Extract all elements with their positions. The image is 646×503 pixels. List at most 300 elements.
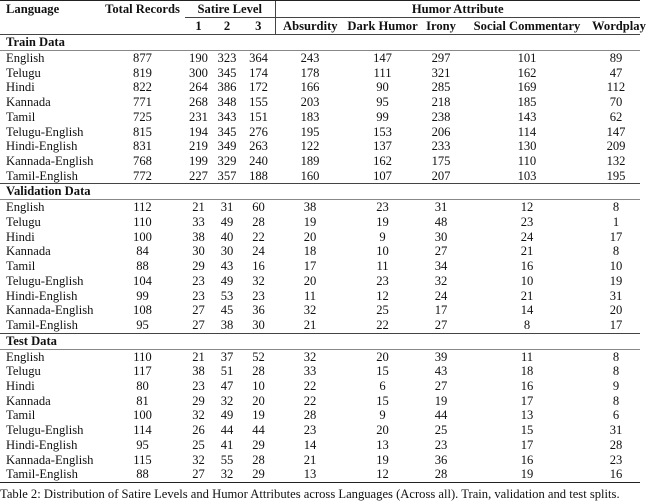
cell-dark-humor: 162 xyxy=(373,153,392,168)
section-title: Validation Data xyxy=(0,184,640,200)
cell-wordplay: 8 xyxy=(612,244,620,259)
cell-irony: 44 xyxy=(434,408,448,423)
table-row xyxy=(0,139,640,154)
cell-absurdity: 32 xyxy=(303,303,317,318)
cell-dark-humor: 12 xyxy=(376,288,389,303)
cell-wordplay: 31 xyxy=(609,423,623,438)
cell-wordplay: 132 xyxy=(606,153,626,168)
cell-satire-2: 32 xyxy=(220,393,234,408)
cell-wordplay: 6 xyxy=(612,408,620,423)
cell-wordplay: 209 xyxy=(606,139,626,154)
cell-total-records: 104 xyxy=(133,273,152,288)
cell-irony: 36 xyxy=(434,452,448,467)
header-satire-3: 3 xyxy=(242,18,275,35)
cell-irony: 206 xyxy=(431,124,451,139)
table-row xyxy=(0,349,640,364)
cell-satire-3: 32 xyxy=(252,273,265,288)
cell-total-records: 831 xyxy=(133,139,152,154)
cell-total-records: 100 xyxy=(133,229,152,244)
cell-language: Kannada xyxy=(6,244,51,259)
cell-irony: 23 xyxy=(434,437,448,452)
table-row xyxy=(0,274,640,289)
cell-language: Hindi xyxy=(6,80,35,95)
table-row xyxy=(0,125,640,140)
cell-irony: 238 xyxy=(431,109,451,124)
cell-language: Hindi-English xyxy=(6,139,78,154)
cell-absurdity: 18 xyxy=(303,244,317,259)
header-humor-attribute: Humor Attribute xyxy=(275,1,640,18)
cell-total-records: 88 xyxy=(100,467,185,482)
cell-satire-2: 343 xyxy=(217,109,237,124)
cell-language: English xyxy=(6,51,45,65)
cell-total-records: 768 xyxy=(133,153,152,168)
section-header-row xyxy=(0,333,640,349)
table-row xyxy=(0,244,640,259)
cell-satire-1: 219 xyxy=(189,139,208,154)
cell-wordplay: 8 xyxy=(612,200,620,215)
cell-satire-2: 49 xyxy=(220,273,234,288)
table-row xyxy=(0,379,640,394)
cell-satire-1: 199 xyxy=(189,153,208,168)
cell-satire-2: 45 xyxy=(220,303,234,318)
section-title: Test Data xyxy=(0,333,640,349)
cell-language: Kannada-English xyxy=(6,303,94,318)
cell-satire-3: 29 xyxy=(242,467,275,482)
cell-wordplay: 70 xyxy=(609,95,623,110)
cell-absurdity: 203 xyxy=(300,95,320,110)
cell-satire-2: 49 xyxy=(220,215,234,230)
cell-total-records: 100 xyxy=(133,408,152,423)
cell-absurdity: 21 xyxy=(303,317,317,332)
cell-language: Tamil-English xyxy=(6,168,78,183)
cell-satire-2: 349 xyxy=(217,139,237,154)
cell-irony: 25 xyxy=(434,423,448,438)
cell-language: Hindi-English xyxy=(6,437,78,452)
cell-satire-2: 55 xyxy=(220,452,234,467)
cell-irony: 24 xyxy=(434,288,448,303)
cell-total-records: 81 xyxy=(136,393,149,408)
cell-irony: 297 xyxy=(431,51,451,65)
cell-satire-1: 23 xyxy=(192,288,205,303)
cell-irony: 39 xyxy=(434,349,448,364)
cell-wordplay: 17 xyxy=(609,229,623,244)
cell-satire-1: 29 xyxy=(192,259,205,274)
cell-satire-3: 10 xyxy=(252,379,265,394)
cell-social-commentary: 13 xyxy=(520,408,534,423)
cell-language: English xyxy=(6,349,45,364)
cell-satire-2: 386 xyxy=(217,80,237,95)
cell-total-records: 115 xyxy=(133,452,152,467)
cell-satire-1: 30 xyxy=(192,244,205,259)
table-row xyxy=(0,259,640,274)
cell-social-commentary: 11 xyxy=(520,349,534,364)
cell-satire-1: 227 xyxy=(189,168,208,183)
cell-satire-3: 263 xyxy=(249,139,268,154)
cell-satire-2: 345 xyxy=(217,124,237,139)
cell-dark-humor: 137 xyxy=(373,139,392,154)
cell-social-commentary: 12 xyxy=(520,200,534,215)
cell-satire-3: 30 xyxy=(252,317,265,332)
cell-satire-3: 52 xyxy=(252,349,265,364)
cell-social-commentary: 16 xyxy=(520,452,534,467)
cell-total-records: 725 xyxy=(133,109,152,124)
cell-social-commentary: 130 xyxy=(517,139,537,154)
cell-social-commentary: 169 xyxy=(517,80,537,95)
cell-satire-3: 28 xyxy=(252,452,265,467)
header-irony: Irony xyxy=(420,18,462,35)
cell-satire-2: 31 xyxy=(220,200,234,215)
cell-wordplay: 16 xyxy=(592,467,640,482)
cell-social-commentary: 143 xyxy=(517,109,537,124)
cell-satire-3: 29 xyxy=(252,437,265,452)
cell-satire-1: 29 xyxy=(192,393,205,408)
cell-wordplay: 9 xyxy=(612,379,620,394)
cell-dark-humor: 6 xyxy=(379,379,386,394)
cell-satire-1: 25 xyxy=(192,437,205,452)
cell-total-records: 80 xyxy=(136,379,149,394)
cell-satire-3: 276 xyxy=(249,124,268,139)
cell-satire-1: 23 xyxy=(192,273,205,288)
cell-absurdity: 33 xyxy=(303,364,317,379)
cell-absurdity: 19 xyxy=(303,215,317,230)
cell-wordplay: 89 xyxy=(609,51,623,65)
cell-dark-humor: 90 xyxy=(376,80,389,95)
cell-satire-2: 49 xyxy=(220,408,234,423)
cell-satire-2: 30 xyxy=(220,244,234,259)
cell-total-records: 772 xyxy=(133,168,152,183)
cell-satire-3: 60 xyxy=(252,200,265,215)
cell-social-commentary: 114 xyxy=(517,124,537,139)
cell-wordplay: 8 xyxy=(612,349,620,364)
table-caption: Table 2: Distribution of Satire Levels and Humor Attributes across Languages (Across all). Train, validation and test splits. xyxy=(0,487,620,501)
cell-satire-2: 44 xyxy=(220,423,234,438)
cell-satire-2: 357 xyxy=(217,168,237,183)
header-absurdity: Absurdity xyxy=(275,18,345,35)
table-row xyxy=(0,438,640,453)
cell-satire-1: 33 xyxy=(192,215,205,230)
cell-total-records: 110 xyxy=(133,349,152,364)
cell-satire-2: 53 xyxy=(220,288,234,303)
cell-absurdity: 22 xyxy=(303,379,317,394)
cell-satire-3: 151 xyxy=(249,109,268,124)
header-wordplay: Wordplay xyxy=(592,18,646,33)
cell-satire-2: 323 xyxy=(217,51,237,65)
cell-total-records: 95 xyxy=(136,317,149,332)
cell-social-commentary: 110 xyxy=(517,153,537,168)
cell-satire-1: 231 xyxy=(189,109,208,124)
cell-dark-humor: 147 xyxy=(373,51,392,65)
cell-total-records: 822 xyxy=(133,80,152,95)
cell-language: Tamil-English xyxy=(0,467,100,482)
cell-social-commentary: 19 xyxy=(462,467,592,482)
table-row xyxy=(0,408,640,423)
cell-satire-1: 23 xyxy=(192,379,205,394)
cell-dark-humor: 9 xyxy=(379,229,386,244)
section-title: Train Data xyxy=(0,35,640,51)
table-row xyxy=(0,66,640,81)
cell-absurdity: 22 xyxy=(303,393,317,408)
cell-language: Kannada xyxy=(6,95,51,110)
cell-total-records: 95 xyxy=(136,437,149,452)
cell-dark-humor: 19 xyxy=(376,215,389,230)
cell-dark-humor: 22 xyxy=(376,317,389,332)
cell-irony: 19 xyxy=(434,393,448,408)
table-body xyxy=(0,35,640,483)
cell-irony: 30 xyxy=(434,229,448,244)
cell-language: Tamil xyxy=(6,109,36,124)
cell-language: Kannada xyxy=(6,393,51,408)
cell-irony: 17 xyxy=(434,303,448,318)
header-social-commentary: Social Commentary xyxy=(462,18,592,35)
cell-dark-humor: 111 xyxy=(373,65,392,80)
cell-satire-1: 190 xyxy=(189,51,208,65)
table-row xyxy=(0,110,640,125)
cell-satire-3: 188 xyxy=(249,168,268,183)
header-dark-humor: Dark Humor xyxy=(345,18,420,35)
cell-absurdity: 20 xyxy=(303,273,317,288)
cell-language: Hindi-English xyxy=(6,288,78,303)
cell-language: Tamil xyxy=(6,259,36,274)
cell-satire-2: 329 xyxy=(217,153,237,168)
cell-wordplay: 47 xyxy=(609,65,623,80)
header-satire-1: 1 xyxy=(185,18,212,35)
cell-absurdity: 183 xyxy=(300,109,320,124)
cell-dark-humor: 20 xyxy=(376,349,389,364)
cell-dark-humor: 25 xyxy=(376,303,389,318)
cell-irony: 43 xyxy=(434,364,448,379)
cell-satire-1: 194 xyxy=(189,124,208,139)
cell-irony: 31 xyxy=(434,200,448,215)
table-row xyxy=(0,215,640,230)
table-row xyxy=(0,318,640,333)
cell-social-commentary: 10 xyxy=(520,273,534,288)
cell-irony: 32 xyxy=(434,273,448,288)
cell-irony: 28 xyxy=(420,467,462,482)
table-row xyxy=(0,303,640,318)
cell-dark-humor: 20 xyxy=(376,423,389,438)
cell-satire-1: 32 xyxy=(192,452,205,467)
table-row xyxy=(0,364,640,379)
cell-satire-3: 364 xyxy=(249,51,268,65)
cell-absurdity: 11 xyxy=(303,288,317,303)
cell-irony: 34 xyxy=(434,259,448,274)
cell-satire-1: 38 xyxy=(192,229,205,244)
header-language: Language xyxy=(0,1,100,18)
cell-wordplay: 10 xyxy=(609,259,623,274)
cell-language: Kannada-English xyxy=(6,452,94,467)
cell-language: English xyxy=(6,200,45,215)
cell-absurdity: 13 xyxy=(275,467,345,482)
cell-total-records: 99 xyxy=(136,288,149,303)
cell-total-records: 819 xyxy=(133,65,152,80)
section-header-row xyxy=(0,184,640,200)
cell-satire-1: 26 xyxy=(192,423,205,438)
table-row xyxy=(0,289,640,304)
table-row xyxy=(0,467,640,482)
cell-satire-2: 43 xyxy=(220,259,234,274)
cell-absurdity: 17 xyxy=(303,259,317,274)
cell-satire-3: 28 xyxy=(252,215,265,230)
table-row xyxy=(0,154,640,169)
cell-absurdity: 166 xyxy=(300,80,320,95)
cell-social-commentary: 17 xyxy=(520,393,534,408)
cell-satire-3: 16 xyxy=(252,259,265,274)
table-row xyxy=(0,394,640,409)
cell-satire-3: 36 xyxy=(252,303,265,318)
cell-social-commentary: 23 xyxy=(520,215,534,230)
cell-satire-3: 24 xyxy=(252,244,265,259)
cell-social-commentary: 21 xyxy=(520,244,534,259)
cell-satire-3: 172 xyxy=(249,80,268,95)
cell-irony: 27 xyxy=(434,379,448,394)
cell-satire-3: 23 xyxy=(252,288,265,303)
cell-social-commentary: 185 xyxy=(517,95,537,110)
table-row xyxy=(0,230,640,245)
cell-wordplay: 1 xyxy=(612,215,620,230)
cell-absurdity: 28 xyxy=(303,408,317,423)
cell-wordplay: 112 xyxy=(606,80,626,95)
cell-total-records: 108 xyxy=(133,303,152,318)
cell-total-records: 771 xyxy=(133,95,152,110)
cell-wordplay: 31 xyxy=(609,288,623,303)
cell-satire-2: 32 xyxy=(212,467,242,482)
cell-dark-humor: 95 xyxy=(376,95,389,110)
cell-language: Telugu-English xyxy=(6,423,84,438)
cell-wordplay: 20 xyxy=(609,303,623,318)
cell-total-records: 877 xyxy=(133,51,152,65)
cell-satire-1: 21 xyxy=(192,349,205,364)
cell-satire-2: 348 xyxy=(217,95,237,110)
cell-satire-2: 41 xyxy=(220,437,234,452)
section-header-row xyxy=(0,35,640,51)
cell-dark-humor: 10 xyxy=(376,244,389,259)
cell-total-records: 84 xyxy=(136,244,149,259)
cell-satire-1: 32 xyxy=(192,408,205,423)
cell-social-commentary: 103 xyxy=(517,168,537,183)
cell-dark-humor: 15 xyxy=(376,364,389,379)
cell-dark-humor: 12 xyxy=(345,467,420,482)
cell-social-commentary: 101 xyxy=(517,51,537,65)
cell-wordplay: 195 xyxy=(606,168,626,183)
cell-satire-2: 51 xyxy=(220,364,234,379)
cell-irony: 48 xyxy=(434,215,448,230)
cell-absurdity: 21 xyxy=(303,452,317,467)
cell-absurdity: 178 xyxy=(300,65,320,80)
cell-irony: 218 xyxy=(431,95,451,110)
cell-language: Tamil xyxy=(6,408,36,423)
cell-satire-1: 27 xyxy=(185,467,212,482)
cell-satire-1: 27 xyxy=(192,303,205,318)
cell-satire-3: 155 xyxy=(249,95,268,110)
header-satire-2: 2 xyxy=(212,18,242,35)
table-row xyxy=(0,95,640,110)
cell-social-commentary: 21 xyxy=(520,288,534,303)
cell-social-commentary: 24 xyxy=(520,229,534,244)
cell-total-records: 112 xyxy=(133,200,152,215)
cell-satire-3: 19 xyxy=(252,408,265,423)
cell-absurdity: 32 xyxy=(303,349,317,364)
cell-satire-2: 47 xyxy=(220,379,234,394)
cell-satire-3: 174 xyxy=(249,65,268,80)
cell-absurdity: 195 xyxy=(300,124,320,139)
cell-satire-3: 20 xyxy=(252,393,265,408)
cell-satire-3: 44 xyxy=(252,423,265,438)
cell-wordplay: 147 xyxy=(606,124,626,139)
cell-absurdity: 20 xyxy=(303,229,317,244)
cell-irony: 321 xyxy=(431,65,451,80)
cell-satire-1: 21 xyxy=(192,200,205,215)
cell-wordplay: 8 xyxy=(612,364,620,379)
cell-absurdity: 243 xyxy=(300,51,320,65)
cell-satire-2: 38 xyxy=(220,317,234,332)
cell-language: Telugu xyxy=(6,65,41,80)
cell-satire-1: 300 xyxy=(189,65,208,80)
cell-social-commentary: 8 xyxy=(523,317,531,332)
table-row xyxy=(0,169,640,184)
cell-dark-humor: 15 xyxy=(376,393,389,408)
table-row xyxy=(0,423,640,438)
cell-total-records: 110 xyxy=(133,215,152,230)
cell-satire-1: 38 xyxy=(192,364,205,379)
cell-social-commentary: 17 xyxy=(520,437,534,452)
cell-dark-humor: 99 xyxy=(376,109,389,124)
cell-satire-2: 40 xyxy=(220,229,234,244)
cell-satire-3: 22 xyxy=(252,229,265,244)
cell-satire-2: 37 xyxy=(220,349,234,364)
cell-dark-humor: 153 xyxy=(373,124,392,139)
cell-wordplay: 28 xyxy=(609,437,623,452)
cell-absurdity: 14 xyxy=(303,437,317,452)
cell-satire-2: 345 xyxy=(217,65,237,80)
cell-irony: 175 xyxy=(431,153,451,168)
cell-irony: 27 xyxy=(434,244,448,259)
cell-dark-humor: 107 xyxy=(373,168,392,183)
cell-language: Telugu-English xyxy=(6,273,84,288)
header-total-records: Total Records xyxy=(100,1,185,18)
cell-satire-1: 264 xyxy=(189,80,208,95)
cell-dark-humor: 11 xyxy=(376,259,389,274)
cell-social-commentary: 15 xyxy=(520,423,534,438)
cell-language: Hindi xyxy=(6,379,35,394)
cell-language: Tamil-English xyxy=(6,317,78,332)
cell-satire-3: 28 xyxy=(252,364,265,379)
cell-absurdity: 23 xyxy=(303,423,317,438)
cell-total-records: 117 xyxy=(133,364,152,379)
cell-social-commentary: 162 xyxy=(517,65,537,80)
header-satire-level: Satire Level xyxy=(185,1,275,18)
cell-wordplay: 8 xyxy=(612,393,620,408)
cell-wordplay: 23 xyxy=(609,452,623,467)
cell-absurdity: 38 xyxy=(303,200,317,215)
cell-dark-humor: 19 xyxy=(376,452,389,467)
cell-irony: 233 xyxy=(431,139,451,154)
table-row xyxy=(0,200,640,215)
cell-wordplay: 17 xyxy=(609,317,623,332)
table-row xyxy=(0,51,640,66)
cell-language: Kannada-English xyxy=(6,153,94,168)
cell-language: Telugu xyxy=(6,215,41,230)
cell-absurdity: 122 xyxy=(300,139,320,154)
cell-social-commentary: 18 xyxy=(520,364,534,379)
cell-language: Telugu xyxy=(6,364,41,379)
table-row xyxy=(0,80,640,95)
cell-social-commentary: 14 xyxy=(520,303,534,318)
cell-language: Telugu-English xyxy=(6,124,84,139)
cell-dark-humor: 23 xyxy=(376,273,389,288)
cell-total-records: 114 xyxy=(133,423,152,438)
cell-dark-humor: 13 xyxy=(376,437,389,452)
cell-irony: 27 xyxy=(434,317,448,332)
